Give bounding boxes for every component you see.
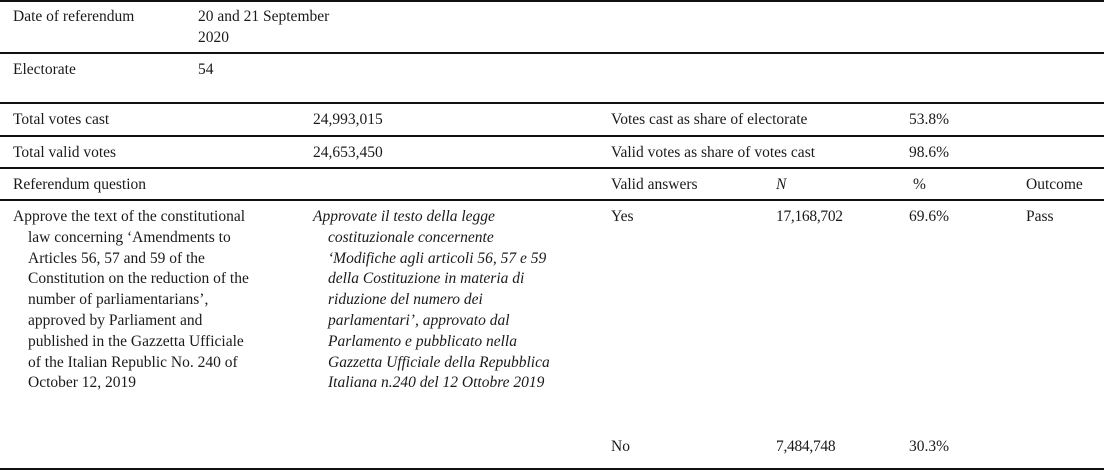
answer-no-n: 7,484,748	[776, 438, 836, 455]
header-valid-answers: Valid answers	[611, 176, 698, 193]
header-percent: %	[913, 176, 926, 193]
valid-share-value: 98.6%	[909, 144, 950, 161]
answer-no-percent: 30.3%	[909, 438, 950, 455]
date-value-line1: 20 and 21 September	[198, 8, 330, 25]
answer-yes-outcome: Pass	[1026, 208, 1054, 225]
valid-votes-value: 24,653,450	[313, 144, 383, 161]
divider	[0, 102, 1104, 104]
total-votes-value: 24,993,015	[313, 111, 383, 128]
table-top-rule	[0, 0, 1104, 2]
electorate-value: 54	[198, 61, 214, 78]
valid-share-label: Valid votes as share of votes cast	[611, 144, 816, 161]
electorate-label: Electorate	[13, 61, 76, 78]
question-english: Approve the text of the constitutional law concerning ‘Amendments to Articles 56, 57 and 59 of the Constitution on the reduction of the number of parliamentarians’, approved by Parliament and published in the Gazzetta Ufficiale of the Italian Republic No. 240 of October 12, 2019	[13, 208, 249, 392]
divider	[0, 199, 1104, 201]
divider	[0, 135, 1104, 137]
answer-yes-label: Yes	[611, 208, 634, 225]
valid-votes-label: Total valid votes	[13, 144, 117, 161]
header-outcome: Outcome	[1026, 176, 1083, 193]
turnout-value: 53.8%	[909, 111, 950, 128]
date-label: Date of referendum	[13, 8, 135, 25]
answer-yes-n: 17,168,702	[776, 208, 843, 225]
header-n: N	[776, 176, 787, 193]
answer-no-label: No	[611, 438, 630, 455]
turnout-label: Votes cast as share of electorate	[611, 111, 808, 128]
divider	[0, 52, 1104, 54]
date-value-line2: 2020	[198, 29, 229, 46]
answer-yes-percent: 69.6%	[909, 208, 950, 225]
divider	[0, 167, 1104, 169]
header-question: Referendum question	[13, 176, 147, 193]
total-votes-label: Total votes cast	[13, 111, 110, 128]
question-italian: Approvate il testo della legge costituzionale concernente ‘Modifiche agli articoli 56, 57 e 59 della Costituzione in materia di riduzione del numero dei parlamentari’, approvato dal Parlamento e pubblicato nella Gazzetta Ufficiale della Repubblica Italiana n.240 del 12 Ottobre 2019	[313, 208, 550, 392]
